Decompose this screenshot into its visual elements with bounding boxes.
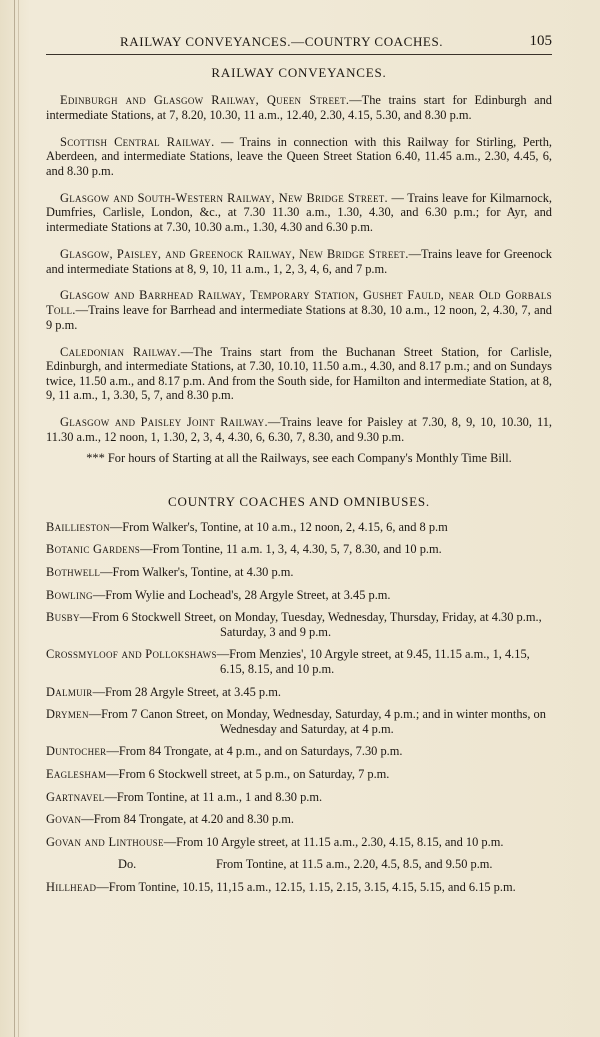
- railway-schedule: —The Trains start from the Buchanan Street Station, for Carlisle, Edinburgh, and intermediate Stations, at 7.30, 10.10, 11.50 a.m., 4.30, and 8.17 p.m.; and on Sundays twice, 11.50 a.m., and 8.17 p.m. And from the South side, for Hamilton and intermediate Station, at 8, 9, 11 a.m., 1, 3.30, 5, 7, and 8.30 p.m.: [46, 344, 552, 403]
- ditto-entry: [46, 857, 552, 872]
- coach-entry: [46, 835, 552, 850]
- destination: Baillieston: [46, 519, 110, 534]
- railway-name: Glasgow and Paisley Joint Railway.: [60, 415, 268, 430]
- page-number: 105: [529, 33, 552, 49]
- railway-schedule: —Trains leave for Barrhead and intermediate Stations at 8.30, 10 a.m., 12 noon, 2, 4.30, 7, and 9 p.m.: [46, 303, 552, 332]
- departure-times: —From Tontine, 11 a.m. 1, 3, 4, 4.30, 5, 7, 8.30, and 10 p.m.: [140, 542, 442, 557]
- departure-times: —From 28 Argyle Street, at 3.45 p.m.: [92, 684, 281, 699]
- departure-times: —From 84 Trongate, at 4.20 and 8.30 p.m.: [81, 812, 295, 827]
- coach-entry: [46, 565, 552, 580]
- departure-times: —From 6 Stockwell Street, on Monday, Tuesday, Wednesday, Thursday, Friday, at 4.30 p.m., Saturday, 3 and 9 p.m.: [79, 610, 542, 639]
- coach-entry: [46, 520, 552, 535]
- railway-name: Glasgow and South-Western Railway, New Bridge Street.: [60, 190, 388, 205]
- railway-name: Caledonian Railway.: [60, 344, 181, 359]
- railway-schedule: — Trains in connection with this Railway for Stirling, Perth, Aberdeen, and intermediate Stations, leave the Queen Street Station 6.40, 11.45 a.m., 2.30, 4.45, 6, and 8.30 p.m.: [46, 134, 553, 178]
- destination: Bothwell: [46, 564, 101, 579]
- railway-paragraph: [46, 135, 552, 179]
- page-content: [46, 32, 552, 902]
- departure-times: —From 10 Argyle street, at 11.15 a.m., 2.30, 4.15, 8.15, and 10 p.m.: [163, 834, 504, 849]
- coach-entry: [46, 588, 552, 603]
- railway-schedule: —Trains leave for Greenock and intermediate Stations at 8, 9, 10, 11 a.m., 1, 2, 3, 4, 6, and 7 p.m.: [46, 246, 552, 276]
- coach-entry: [46, 610, 552, 639]
- departure-times: —From 7 Canon Street, on Monday, Wednesday, Saturday, 4 p.m.; and in winter months, on Wednesday and Saturday, at 4 p.m.: [88, 707, 546, 736]
- coach-entry: [46, 685, 552, 700]
- departure-times: —From Walker's, Tontine, at 10 a.m., 12 noon, 2, 4.15, 6, and 8 p.m: [109, 519, 448, 534]
- binding-gutter: [14, 0, 15, 1037]
- departure-times: —From Wylie and Lochead's, 28 Argyle Street, at 3.45 p.m.: [92, 587, 391, 602]
- coach-entry: [46, 744, 552, 759]
- destination: Govan: [46, 812, 82, 827]
- destination: Eaglesham: [46, 766, 107, 781]
- destination: Duntocher: [46, 744, 107, 759]
- destination: Botanic Gardens: [46, 542, 141, 557]
- coach-entry: [46, 880, 552, 895]
- coach-entry: [46, 647, 552, 676]
- destination: Crossmyloof and Pollokshaws: [46, 647, 217, 662]
- railway-paragraph: [46, 345, 552, 403]
- destination: Drymen: [46, 707, 89, 722]
- railway-paragraph: [46, 191, 552, 235]
- coaches-section-title: COUNTRY COACHES AND OMNIBUSES.: [168, 494, 430, 510]
- coach-entries: [46, 520, 552, 895]
- departure-times: —From Tontine, 10.15, 11,15 a.m., 12.15, 1.15, 2.15, 3.15, 4.15, 5.15, and 6.15 p.m.: [96, 879, 516, 894]
- coach-entry: [46, 542, 552, 557]
- running-head: [46, 32, 552, 55]
- railway-paragraphs: [46, 93, 552, 445]
- ditto-label: Do.: [118, 857, 137, 872]
- railway-name: Glasgow, Paisley, and Greenock Railway, New Bridge Street.: [60, 246, 409, 261]
- coach-entry: [46, 767, 552, 782]
- railway-schedule: — Trains leave for Kilmarnock, Dumfries, Carlisle, London, &c., at 7.30 11.30 a.m., 1.30, 4.30, and 6.30 p.m.; for Ayr, and intermediate Stations at 7.30, 10.30 a.m., 1.30, 4.30 and 6.30 p.m.: [46, 190, 552, 234]
- destination: Bowling: [46, 587, 93, 602]
- coach-entry: [46, 812, 552, 827]
- destination: Gartnavel: [46, 789, 105, 804]
- departure-times: —From 84 Trongate, at 4 p.m., and on Saturdays, 7.30 p.m.: [106, 744, 403, 759]
- railway-schedule: —The trains start for Edinburgh and intermediate Stations, at 7, 8.20, 10.30, 11 a.m., 12.40, 2.30, 4.15, 5.30, and 8.30 p.m.: [46, 92, 552, 122]
- running-title: RAILWAY CONVEYANCES.—COUNTRY COACHES.: [120, 34, 444, 49]
- railway-name: Glasgow and Barrhead Railway, Temporary Station, Gushet Fauld, near Old Gorbals Toll.: [46, 288, 552, 318]
- destination: Hillhead: [46, 879, 97, 894]
- departure-times: —From Tontine, at 11 a.m., 1 and 8.30 p.m.: [104, 789, 323, 804]
- ditto-times: From Tontine, at 11.5 a.m., 2.20, 4.5, 8.5, and 9.50 p.m.: [216, 857, 493, 872]
- departure-times: —From Walker's, Tontine, at 4.30 p.m.: [100, 564, 294, 579]
- railway-note: *** For hours of Starting at all the Railways, see each Company's Monthly Time Bill.: [86, 450, 512, 465]
- railway-paragraph: [46, 415, 552, 444]
- railway-paragraph: [46, 288, 552, 332]
- departure-times: —From Menzies', 10 Argyle street, at 9.45, 11.15 a.m., 1, 4.15, 6.15, 8.15, and 10 p.m.: [216, 647, 530, 676]
- coach-entry: [46, 790, 552, 805]
- railway-section-title: RAILWAY CONVEYANCES.: [211, 65, 387, 80]
- binding-gutter-inner: [18, 0, 19, 1037]
- destination: Busby: [46, 610, 80, 625]
- railway-schedule: —Trains leave for Paisley at 7.30, 8, 9, 10, 10.30, 11, 11.30 a.m., 12 noon, 1, 1.30, 2, 3, 4, 4.30, 6, 6.30, 7, 8.30, and 9.30 p.m.: [46, 415, 552, 445]
- destination: Dalmuir: [46, 684, 93, 699]
- railway-name: Edinburgh and Glasgow Railway, Queen Street.: [60, 92, 350, 107]
- railway-paragraph: [46, 93, 552, 122]
- coach-entry: [46, 707, 552, 736]
- railway-paragraph: [46, 247, 552, 276]
- destination: Govan and Linthouse: [46, 834, 164, 849]
- railway-name: Scottish Central Railway.: [60, 134, 215, 149]
- departure-times: —From 6 Stockwell street, at 5 p.m., on Saturday, 7 p.m.: [106, 766, 390, 781]
